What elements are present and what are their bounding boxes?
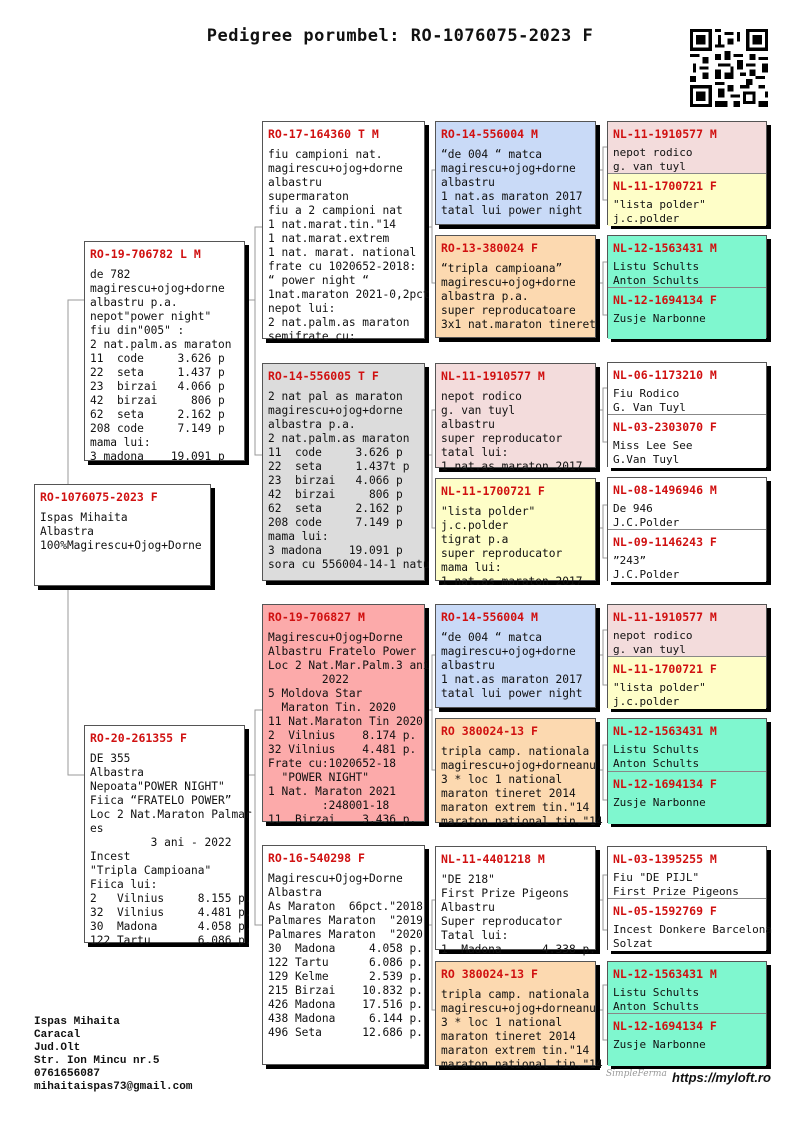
- pigeon-card-g4-6: [608, 415, 766, 468]
- pigeon-details: Listu Schults Anton Schults: [613, 986, 700, 1013]
- ring-number: NL-12-1694134 F: [613, 777, 717, 791]
- pigeon-pair-g4-5: [607, 604, 767, 708]
- ring-number: NL-11-1700721 F: [613, 662, 717, 676]
- pigeon-card-g4-7: [608, 478, 766, 530]
- ring-number: RO-19-706782 L M: [90, 247, 201, 261]
- pigeon-card-g3-2: [435, 235, 596, 338]
- pigeon-card-g4-13: [608, 847, 766, 899]
- signature: SimpleFerma: [606, 1069, 667, 1079]
- pigeon-pair-g4-6: [607, 718, 767, 823]
- pigeon-details: "DE 218" First Prize Pigeons Albastru Super reproducator Tatal lui: 1 Madona 4.338 p.: [441, 873, 596, 956]
- ring-number: NL-11-1700721 F: [613, 179, 717, 193]
- ring-number: RO-20-261355 F: [90, 731, 187, 745]
- ring-number: NL-09-1146243 F: [613, 535, 717, 549]
- pigeon-details: Fiu "DE PIJL" First Prize Pigeons: [613, 871, 739, 898]
- pigeon-card-g4-16: [608, 1014, 766, 1066]
- pigeon-card-g4-5: [608, 363, 766, 415]
- pigeon-pair-g4-4: [607, 477, 767, 581]
- ring-number: NL-11-1910577 M: [441, 369, 545, 383]
- pigeon-card-g4-15: [608, 962, 766, 1014]
- pigeon-pair-g4-1: [607, 121, 767, 225]
- ring-number: NL-12-1694134 F: [613, 293, 717, 307]
- ring-number: NL-03-2303070 F: [613, 420, 717, 434]
- ring-number: NL-05-1592769 F: [613, 904, 717, 918]
- pigeon-details: Listu Schults Anton Schults: [613, 743, 700, 770]
- pigeon-card-sire: [84, 241, 245, 461]
- pigeon-card-g4-3: [608, 236, 766, 288]
- pigeon-details: Zusje Narbonne: [613, 312, 706, 325]
- pigeon-card-g4-9: [608, 605, 766, 657]
- owner-email[interactable]: mihaitaispas73@gmail.com: [34, 1081, 193, 1093]
- owner-county: Jud.Olt: [34, 1042, 81, 1054]
- pigeon-details: 2 nat pal as maraton magirescu+ojog+dorne albastra p.a. 2 nat.palm.as maraton 11 code 3.626 p 22 seta 1.437t p 23 birzai 4.066 p 42 birzai 806 p 62 seta 2.162 p 208 code 7.149 p mama lui: 3 madona 19.091 p sora cu 556004-14-1 natu: [268, 390, 430, 571]
- ring-number: NL-11-4401218 M: [441, 852, 545, 866]
- pigeon-pair-g4-8: [607, 961, 767, 1065]
- ring-number: RO-14-556005 T F: [268, 369, 379, 383]
- ring-number: NL-06-1173210 M: [613, 368, 717, 382]
- pigeon-details: Magirescu+Ojog+Dorne Albastra As Maraton 66pct."2018 Palmares Maraton "2019 Palmares Maraton "2020 30 Madona 4.058 p. 122 Tartu 6.086 p. 129 Kelme 2.539 p. 215 Birzai 10.832 p. 426 Madona 17.516 p. 438 Madona 6.144 p. 496 Seta 12.686 p.: [268, 872, 423, 1039]
- pigeon-card-grandsire-maternal: [262, 604, 430, 826]
- pigeon-details: nepot rodico g. van tuyl albastru super reproducator tatal lui: 1 nat.as maraton 2017: [441, 390, 583, 473]
- pigeon-card-subject: [34, 484, 211, 586]
- ring-number: NL-11-1910577 M: [613, 127, 717, 141]
- pigeon-details: fiu campioni nat. magirescu+ojog+dorne albastru supermaraton fiu a 2 campioni nat 1 nat.marat.tin."14 1 nat.marat.extrem 1 nat. marat. national frate cu 1020652-2018: “ power night “ 1nat.maraton 2021-0,2pct nepot lui: 2 nat.palm.as maraton semifrate cu:: [268, 148, 430, 343]
- pigeon-card-g3-4: [435, 478, 596, 588]
- pigeon-card-g4-14: [608, 899, 772, 951]
- ring-number: RO-13-380024 F: [441, 241, 538, 255]
- pigeon-card-g3-7: [435, 846, 596, 956]
- pigeon-details: De 946 J.C.Polder: [613, 502, 680, 529]
- ring-number: NL-12-1563431 M: [613, 241, 717, 255]
- owner-street: Str. Ion Mincu nr.5: [34, 1055, 160, 1067]
- pigeon-details: Zusje Narbonne: [613, 1038, 706, 1051]
- pigeon-details: "lista polder" j.c.polder: [613, 681, 706, 708]
- ring-number: RO-14-556004 M: [441, 127, 538, 141]
- pigeon-details: de 782 magirescu+ojog+dorne albastru p.a. nepot"power night" fiu din"005" : 2 nat.palm.as maraton 11 code 3.626 p 22 seta 1.437 p 23 birzai 4.066 p 42 birzai 806 p 62 seta 2.162 p 208 code 7.149 p mama lui: 3 madona 19.091 p: [90, 268, 232, 463]
- pigeon-card-grandsire-paternal: [262, 121, 430, 343]
- pigeon-details: Magirescu+Ojog+Dorne Albastru Fratelo Power Loc 2 Nat.Mar.Palm.3 ani 2022 5 Moldova Star Maraton Tin. 2020 11 Nat.Maraton Tin 2020 2 Vilnius 8.174 p. 32 Vilnius 4.481 p. Frate cu:1020652-18 "POWER NIGHT" 1 Nat. Maraton 2021 :248001-18 11 Birzai 3.436 p.: [268, 631, 430, 826]
- ring-number: RO-14-556004 M: [441, 610, 538, 624]
- pigeon-card-dam: [84, 725, 252, 947]
- ring-number: NL-08-1496946 M: [613, 483, 717, 497]
- pigeon-details: "lista polder" j.c.polder: [613, 198, 706, 225]
- pigeon-card-g3-8: [435, 961, 603, 1071]
- pigeon-details: nepot rodico g. van tuyl: [613, 146, 693, 173]
- ring-number: RO-19-706827 M: [268, 610, 365, 624]
- pigeon-details: "lista polder" j.c.polder tigrat p.a super reproducator mama lui: 1 nat.as maraton 2017: [441, 505, 583, 588]
- pigeon-details: “tripla campioana” magirescu+ojog+dorne albastra p.a. super reproducatoare 3x1 nat.maraton tineret: [441, 262, 596, 331]
- ring-number: RO-1076075-2023 F: [40, 490, 158, 504]
- pigeon-card-g4-10: [608, 657, 766, 709]
- pigeon-card-g4-8: [608, 530, 766, 582]
- pigeon-details: Miss Lee See G.Van Tuyl: [613, 439, 693, 466]
- pigeon-card-g4-12: [608, 772, 766, 824]
- pigeon-details: DE 355 Albastra Nepoata"POWER NIGHT" Fiica “FRATELO POWER” Loc 2 Nat.Maraton Palmar es 3 ani - 2022 Incest "Tripla Campioana" Fiica lui: 2 Vilnius 8.155 p. 32 Vilnius 4.481 p. 30 Madona 4.058 p. 122 Tartu 6.086 p.: [90, 752, 252, 947]
- pigeon-card-granddam-maternal: [262, 845, 425, 1065]
- pigeon-details: ”243” J.C.Polder: [613, 554, 680, 581]
- pigeon-details: Incest Donkere Barcelona Solzat: [613, 923, 772, 950]
- ring-number: NL-12-1563431 M: [613, 967, 717, 981]
- ring-number: NL-12-1694134 F: [613, 1019, 717, 1033]
- pigeon-details: Ispas Mihaita Albastra 100%Magirescu+Ojog+Dorne: [40, 511, 202, 552]
- ring-number: RO-16-540298 F: [268, 851, 365, 865]
- pigeon-card-g4-2: [608, 174, 766, 226]
- ring-number: NL-03-1395255 M: [613, 852, 717, 866]
- page-title: Pedigree porumbel: RO-1076075-2023 F: [206, 26, 594, 46]
- pigeon-details: Listu Schults Anton Schults: [613, 260, 700, 287]
- pigeon-card-g3-6: [435, 718, 603, 828]
- pigeon-card-g4-1: [608, 122, 766, 174]
- pigeon-card-g4-4: [608, 288, 766, 339]
- pigeon-details: nepot rodico g. van tuyl: [613, 629, 693, 656]
- ring-number: RO-17-164360 T M: [268, 127, 379, 141]
- pigeon-card-g4-11: [608, 719, 766, 772]
- owner-phone: 0761656087: [34, 1068, 101, 1080]
- owner-contact: [34, 1016, 192, 1094]
- ring-number: NL-11-1700721 F: [441, 484, 545, 498]
- ring-number: NL-11-1910577 M: [613, 610, 717, 624]
- pigeon-card-g3-3: [435, 363, 596, 473]
- pigeon-card-granddam-paternal: [262, 363, 430, 581]
- pigeon-details: “de 004 “ matca magirescu+ojog+dorne albastru 1 nat.as maraton 2017 tatal lui power night: [441, 631, 583, 700]
- pigeon-details: tripla camp. nationala magirescu+ojog+dorneanu 3 * loc 1 national maraton tineret 2014 maraton extrem tin."14 maraton national tin."14: [441, 988, 603, 1071]
- pigeon-details: tripla camp. nationala magirescu+ojog+dorneanu 3 * loc 1 national maraton tineret 2014 maraton extrem tin."14 maraton national tin."14: [441, 745, 603, 828]
- pigeon-details: Zusje Narbonne: [613, 796, 706, 809]
- pigeon-card-g3-1: [435, 121, 596, 225]
- pigeon-details: Fiu Rodico G. Van Tuyl: [613, 387, 686, 414]
- qr-code-icon: [690, 29, 768, 107]
- pigeon-card-g3-5: [435, 604, 596, 708]
- ring-number: RO 380024-13 F: [441, 724, 538, 738]
- pigeon-details: “de 004 “ matca magirescu+ojog+dorne albastru 1 nat.as maraton 2017 tatal lui power night: [441, 148, 583, 217]
- ring-number: NL-12-1563431 M: [613, 724, 717, 738]
- ring-number: RO 380024-13 F: [441, 967, 538, 981]
- pigeon-pair-g4-7: [607, 846, 772, 950]
- pigeon-pair-g4-3: [607, 362, 767, 467]
- owner-name: Ispas Mihaita: [34, 1016, 120, 1028]
- website-link[interactable]: https://myloft.ro: [672, 1070, 771, 1085]
- owner-city: Caracal: [34, 1029, 81, 1041]
- pigeon-pair-g4-2: [607, 235, 767, 338]
